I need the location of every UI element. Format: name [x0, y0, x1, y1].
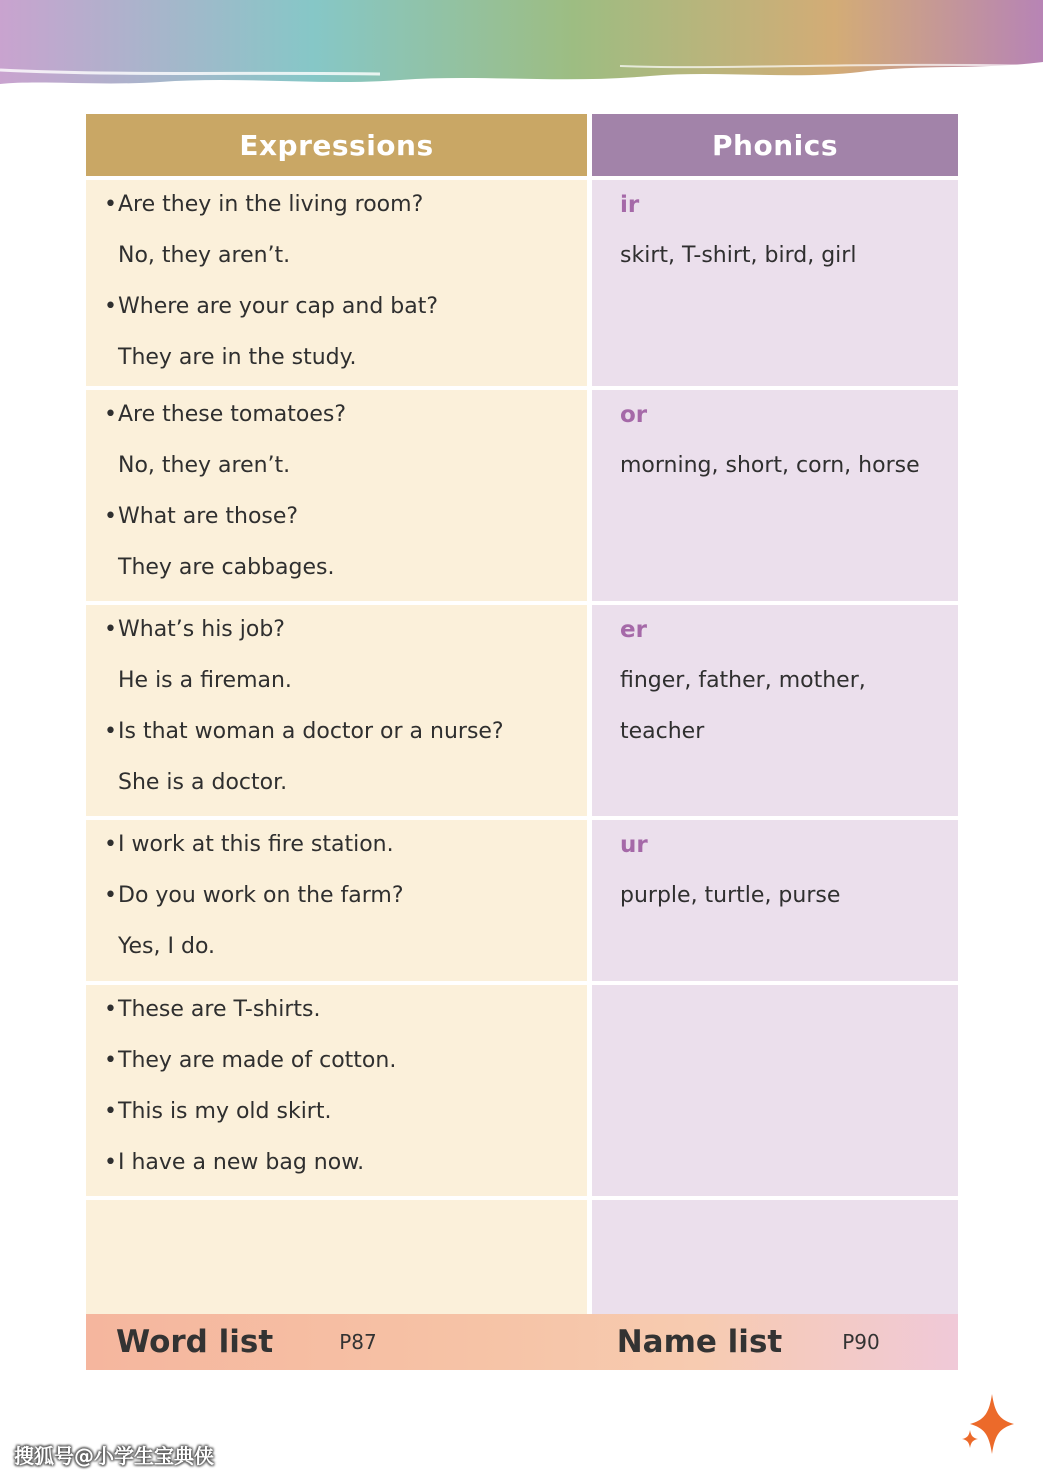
expressions-cell [86, 180, 587, 386]
table-body [86, 180, 958, 1316]
phonics-sound: ir [620, 192, 640, 218]
footer-bar [86, 1314, 958, 1370]
expression-line [104, 664, 587, 715]
phonics-words: morning, short, corn, horse [620, 453, 920, 478]
phonics-header: Phonics [592, 114, 958, 176]
expression-text: They are made of cotton. [118, 1048, 397, 1073]
phonics-cell [592, 985, 958, 1196]
bullet-icon: • [104, 832, 117, 857]
expression-text: He is a fireman. [118, 668, 292, 693]
table-row [86, 1200, 958, 1316]
bullet-icon: • [104, 504, 117, 529]
expression-line [104, 398, 587, 449]
expression-text: Do you work on the farm? [118, 883, 404, 908]
decorative-banner [0, 0, 1043, 100]
table-row [86, 605, 958, 816]
phonics-sound: ur [620, 832, 648, 858]
expression-line [104, 613, 587, 664]
name-list-link[interactable]: Name list [616, 1324, 783, 1360]
expression-text: This is my old skirt. [118, 1099, 332, 1124]
expression-text: They are in the study. [118, 345, 357, 370]
expression-text: Is that woman a doctor or a nurse? [118, 719, 504, 744]
expression-line [104, 1044, 587, 1095]
table-row [86, 180, 958, 386]
expression-line [104, 449, 587, 500]
phonics-sound: or [620, 402, 648, 428]
bullet-icon: • [104, 402, 117, 427]
phonics-words: teacher [620, 719, 705, 744]
expression-line [104, 879, 587, 930]
expression-text: They are cabbages. [118, 555, 335, 580]
bullet-icon: • [104, 1048, 117, 1073]
expression-line [104, 993, 587, 1044]
phonics-words: purple, turtle, purse [620, 883, 841, 908]
expression-text: Where are your cap and bat? [118, 294, 439, 319]
expressions-cell [86, 1200, 587, 1316]
expression-text: These are T-shirts. [118, 997, 321, 1022]
bullet-icon: • [104, 192, 117, 217]
phonics-cell [592, 390, 958, 601]
watermark-text: 搜狐号@小学生宝典侠 [14, 1444, 214, 1468]
expression-line [104, 930, 587, 981]
expression-line [104, 766, 587, 817]
bullet-icon: • [104, 883, 117, 908]
expression-text: I work at this fire station. [118, 832, 394, 857]
expression-text: She is a doctor. [118, 770, 288, 795]
phonics-cell [592, 820, 958, 981]
expression-text: Yes, I do. [118, 934, 216, 959]
expression-line [104, 715, 587, 766]
expression-line [104, 1146, 587, 1197]
expression-line [104, 290, 587, 341]
bullet-icon: • [104, 294, 117, 319]
expressions-cell [86, 390, 587, 601]
expressions-cell [86, 985, 587, 1196]
expression-line [104, 500, 587, 551]
phonics-words: skirt, T-shirt, bird, girl [620, 243, 857, 268]
phonics-cell [592, 1200, 958, 1316]
expression-text: What’s his job? [118, 617, 285, 642]
expression-text: What are those? [118, 504, 299, 529]
phonics-sound: er [620, 617, 647, 643]
name-list-page: P90 [842, 1330, 880, 1354]
table-row [86, 820, 958, 981]
expression-line [104, 239, 587, 290]
expression-text: Are these tomatoes? [118, 402, 346, 427]
phonics-cell [592, 180, 958, 386]
expressions-header: Expressions [86, 114, 587, 176]
table-header [86, 114, 958, 176]
bullet-icon: • [104, 1150, 117, 1175]
word-list-page: P87 [339, 1330, 377, 1354]
summary-table [86, 114, 958, 1316]
phonics-cell [592, 605, 958, 816]
bullet-icon: • [104, 617, 117, 642]
sparkle-star-icon [958, 1390, 1018, 1464]
expression-line [104, 551, 587, 602]
table-row [86, 985, 958, 1196]
bullet-icon: • [104, 997, 117, 1022]
expression-line [104, 341, 587, 392]
bullet-icon: • [104, 719, 117, 744]
expression-line [104, 828, 587, 879]
phonics-words: finger, father, mother, [620, 668, 866, 693]
word-list-link[interactable]: Word list [116, 1324, 274, 1360]
expression-line [104, 1095, 587, 1146]
table-row [86, 390, 958, 601]
expressions-cell [86, 605, 587, 816]
expression-text: I have a new bag now. [118, 1150, 365, 1175]
expression-line [104, 188, 587, 239]
expression-text: Are they in the living room? [118, 192, 424, 217]
expressions-cell [86, 820, 587, 981]
expression-text: No, they aren’t. [118, 243, 291, 268]
bullet-icon: • [104, 1099, 117, 1124]
expression-text: No, they aren’t. [118, 453, 291, 478]
